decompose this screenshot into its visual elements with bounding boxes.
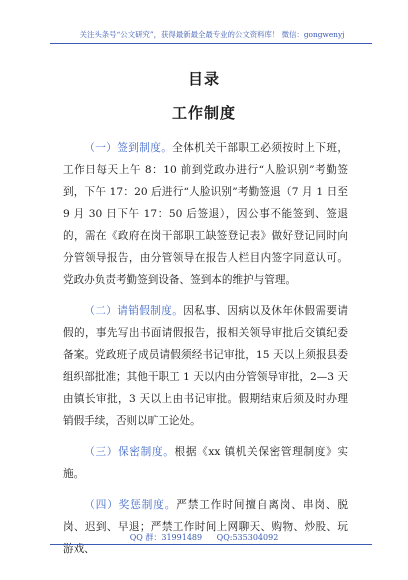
footer-qq: QQ:535304092 — [216, 533, 279, 542]
section-heading: （三）保密制度。 — [84, 446, 175, 458]
header-divider — [50, 43, 372, 44]
document-title: 工作制度 — [171, 104, 236, 122]
document-body — [63, 137, 348, 569]
section-text: 因私事、因病以及休年休假需要请假的，事先写出书面请假报告，报相关领导审批后交镇纪委备案。党政班子成员请假须经书记审批，15 天以上须报县委组织部批准；其他干职工 1 天以内由分管领导审批，2—3 天由镇长审批，3 天以上由书记审批。假期结束后须及时办理销假手续，否则以旷工论处。 — [63, 305, 349, 427]
section-rewards-penalties — [63, 494, 348, 560]
section-text: 全体机关干部职工必须按时上下班，工作日每天上午 8：10 前到党政办进行“人脸识别”考勤签到，下午 17：20 后进行“人脸识别”考勤签退（7 月 1 日至 9 月 30 日下午 17：50 后签退），因公事不能签到、签退的，需在《政府在岗干部职工缺签登记表》做好登记同时向分管领导报告，由分管领导在报告人栏目内签字同意认可。党政办负责考勤签到设备、签到本的维护与管理。 — [63, 142, 349, 286]
page-footer — [0, 532, 408, 543]
section-heading: （一）签到制度。 — [84, 142, 173, 154]
page-header: 关注头条号“公文研究”，获得最新最全最专业的公文资料库！ 微信：gongwenyj — [79, 30, 345, 39]
toc-title: 目录 — [187, 70, 220, 88]
section-confidentiality — [63, 441, 348, 485]
footer-qq-group: QQ 群：31991489 — [129, 533, 203, 542]
section-text: 根据《xx 镇机关保密管理制度》实施。 — [63, 446, 348, 480]
section-sign-in — [63, 137, 348, 291]
section-heading: （四）奖惩制度。 — [84, 499, 177, 511]
section-leave — [63, 300, 348, 432]
section-heading: （二）请销假制度。 — [84, 305, 184, 317]
section-text: 严禁工作时间擅自离岗、串岗、脱岗、迟到、早退；严禁工作时间上网聊天、购物、炒股、玩游戏、 — [63, 499, 349, 555]
footer-divider — [50, 544, 372, 545]
